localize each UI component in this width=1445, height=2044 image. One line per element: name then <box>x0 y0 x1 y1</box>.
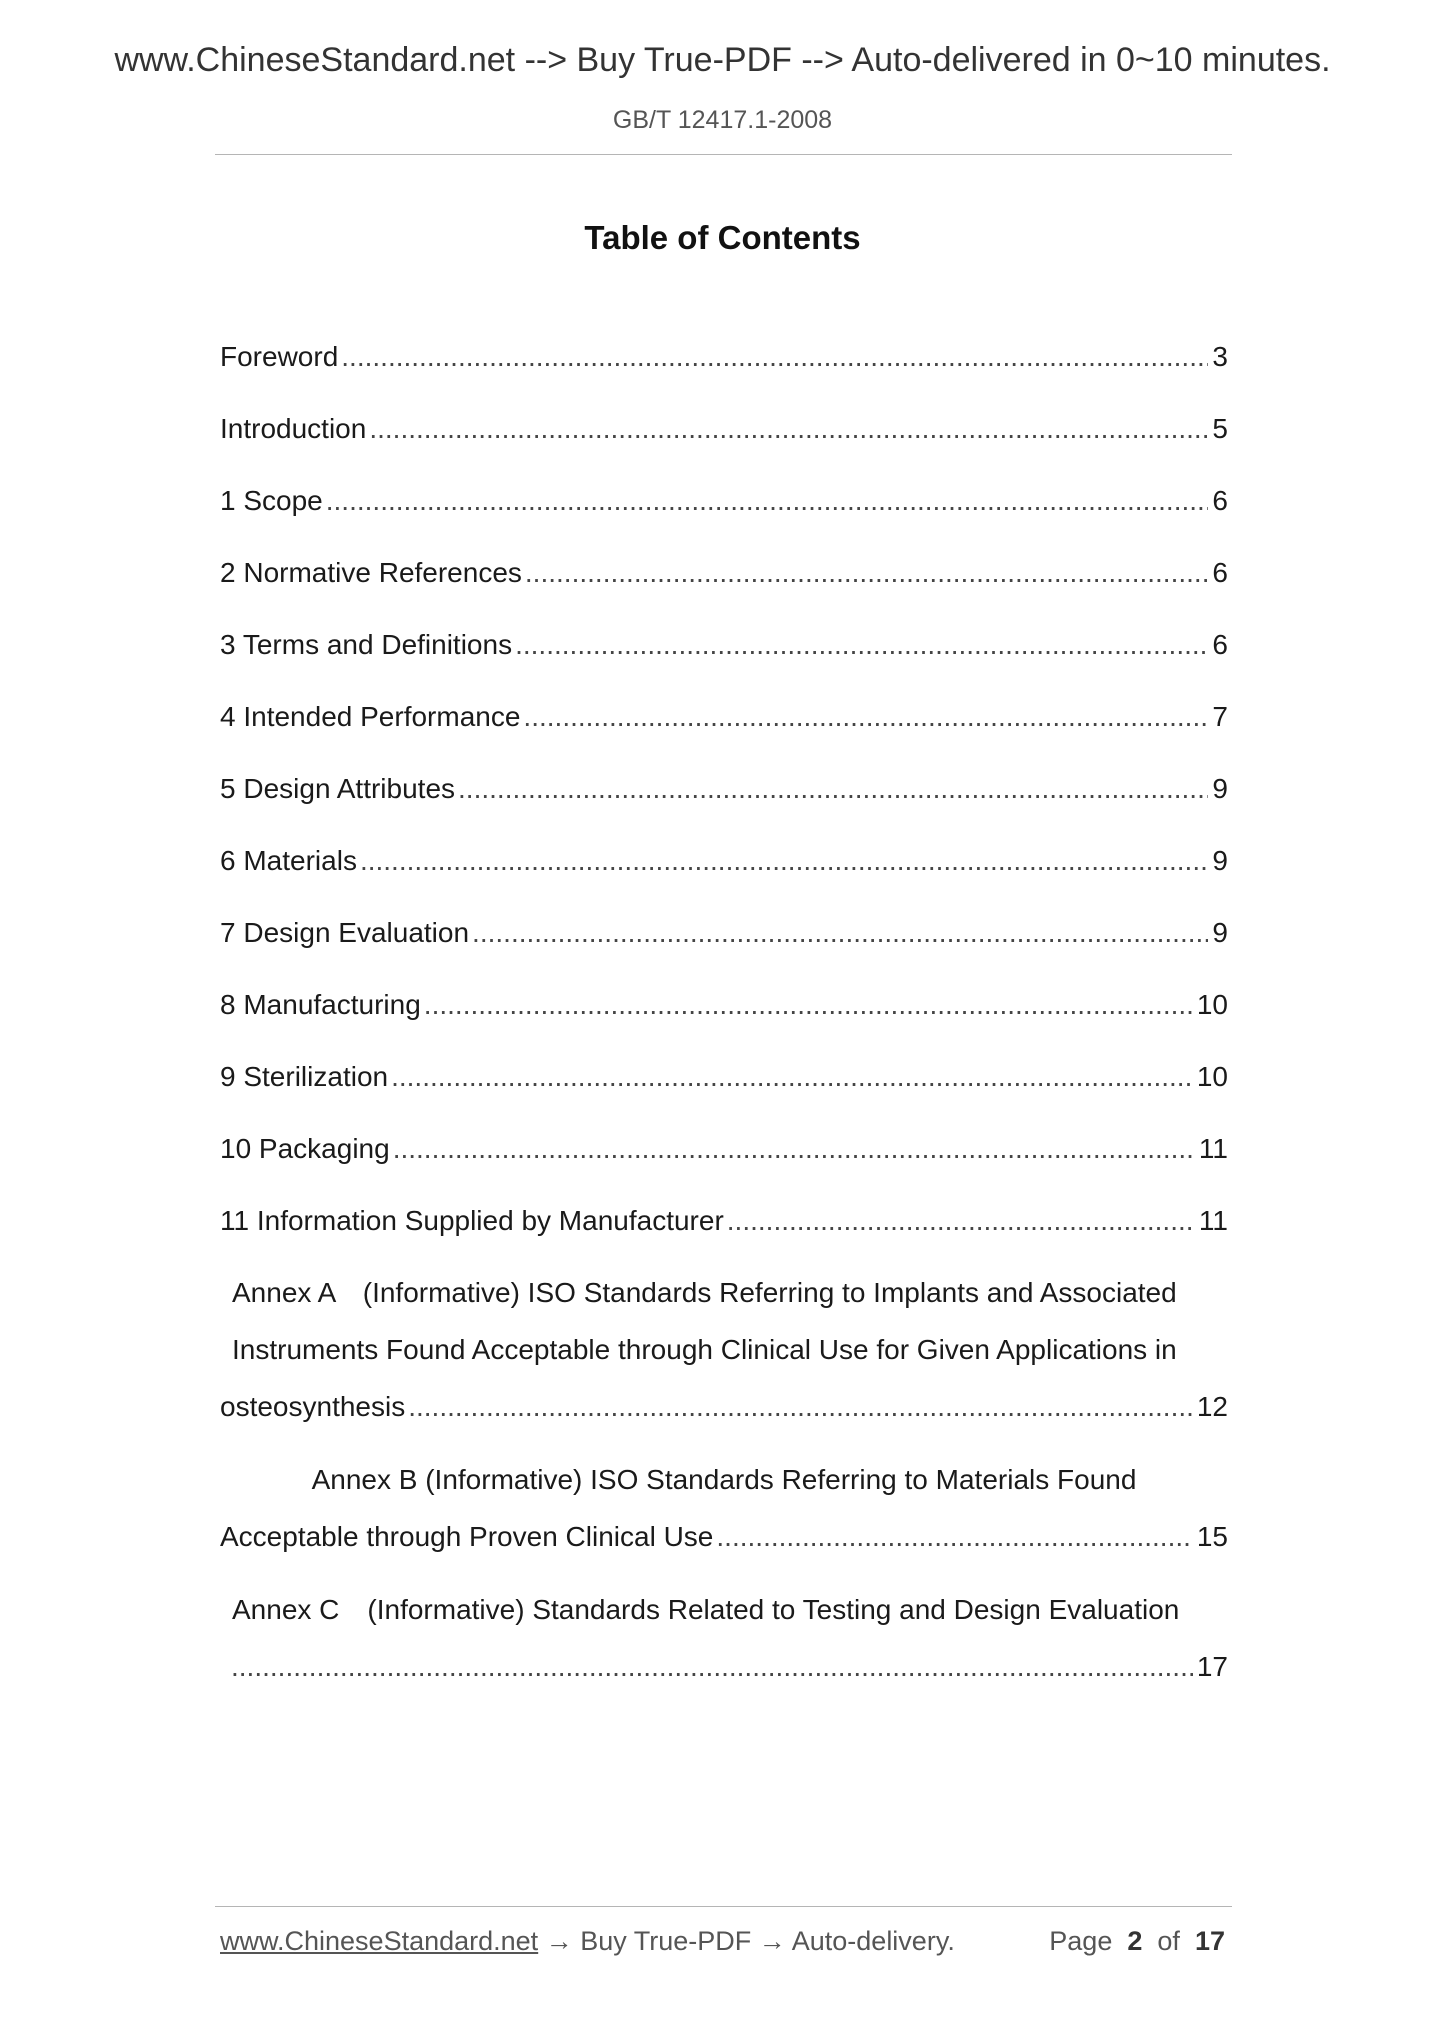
toc-entry-introduction[interactable] <box>220 412 1228 469</box>
toc-entry-label-continued: Acceptable through Proven Clinical Use <box>220 1521 714 1552</box>
toc-entry-label: Introduction <box>220 413 367 444</box>
toc-entry-page: 9 <box>1212 917 1228 948</box>
toc-entry-information-supplied[interactable] <box>220 1204 1228 1261</box>
toc-entry-annex-a[interactable] <box>220 1276 1228 1447</box>
toc-entry-page: 6 <box>1212 557 1228 588</box>
page-footer <box>220 1924 1230 1958</box>
toc-entry-label: 2 Normative References <box>220 557 522 588</box>
toc-entry-sterilization[interactable] <box>220 1060 1228 1117</box>
toc-entry-packaging[interactable] <box>220 1132 1228 1189</box>
toc-entry-label: 5 Design Attributes <box>220 773 456 804</box>
toc-entry-label: 11 Information Supplied by Manufacturer <box>220 1205 724 1236</box>
document-id: GB/T 12417.1-2008 <box>612 106 833 134</box>
toc-entry-annex-b[interactable] <box>220 1463 1228 1577</box>
toc-entry-label: 9 Sterilization <box>220 1061 389 1092</box>
toc-entry-foreword[interactable] <box>220 340 1228 397</box>
toc-entry-page: 6 <box>1212 629 1228 660</box>
total-pages: 17 <box>1194 1926 1225 1956</box>
toc-entry-normative-references[interactable] <box>220 556 1228 613</box>
toc-entry-page: 3 <box>1212 341 1228 372</box>
footer-divider <box>215 1906 1232 1907</box>
toc-entry-label: 8 Manufacturing <box>220 989 421 1020</box>
header-divider <box>215 154 1232 155</box>
toc-entry-label: 3 Terms and Definitions <box>220 629 513 660</box>
toc-entry-manufacturing[interactable] <box>220 988 1228 1045</box>
toc-entry-label: Annex B (Informative) ISO Standards Referring to Materials Found <box>311 1464 1137 1495</box>
footer-site-link[interactable]: www.ChineseStandard.net <box>220 1926 539 1956</box>
toc-entry-page: 12 <box>1196 1391 1228 1422</box>
toc-entry-page: 15 <box>1196 1521 1228 1552</box>
top-banner: www.ChineseStandard.net --> Buy True-PDF --> Auto-delivered in 0~10 minutes. <box>114 41 1331 79</box>
footer-tagline: → Buy True-PDF → Auto-delivery. <box>538 1926 955 1956</box>
current-page: 2 <box>1127 1926 1143 1956</box>
toc-title: Table of Contents <box>584 219 861 256</box>
toc-entry-page: 9 <box>1212 773 1228 804</box>
toc-entry-scope[interactable] <box>220 484 1228 541</box>
toc-entry-page: 6 <box>1212 485 1228 516</box>
toc-entry-label: 4 Intended Performance <box>220 701 521 732</box>
toc-entry-page: 9 <box>1212 845 1228 876</box>
toc-entry-page: 11 <box>1198 1205 1228 1236</box>
toc-entry-label: Foreword <box>220 341 339 372</box>
toc-entry-terms-definitions[interactable] <box>220 628 1228 685</box>
toc-entry-page: 5 <box>1212 413 1228 444</box>
toc-entry-label: 1 Scope <box>220 485 323 516</box>
toc-entry-design-attributes[interactable] <box>220 772 1228 829</box>
toc-entry-design-evaluation[interactable] <box>220 916 1228 973</box>
toc-entry-label: 10 Packaging <box>220 1133 390 1164</box>
page-number: Page 2 of 17 <box>1049 1926 1225 1956</box>
toc-entry-page: 17 <box>1196 1651 1228 1682</box>
toc-entry-label: 7 Design Evaluation <box>220 917 470 948</box>
toc-entry-label: Annex A (Informative) ISO Standards Referring to Implants and Associated <box>232 1277 1177 1308</box>
toc-entry-label: 6 Materials <box>220 845 357 876</box>
toc-entry-label-continued: osteosynthesis <box>220 1391 406 1422</box>
toc-entry-label: Annex C (Informative) Standards Related to Testing and Design Evaluation <box>232 1594 1180 1625</box>
toc-entry-page: 10 <box>1196 989 1228 1020</box>
toc-entry-page: 11 <box>1198 1133 1228 1164</box>
toc-entry-intended-performance[interactable] <box>220 700 1228 757</box>
toc-entry-page: 10 <box>1196 1061 1228 1092</box>
toc-entry-page: 7 <box>1212 701 1228 732</box>
toc-entry-label-continued: Instruments Found Acceptable through Clinical Use for Given Applications in <box>232 1334 1177 1365</box>
toc-entry-materials[interactable] <box>220 844 1228 901</box>
toc-entry-annex-c[interactable] <box>220 1593 1228 1707</box>
